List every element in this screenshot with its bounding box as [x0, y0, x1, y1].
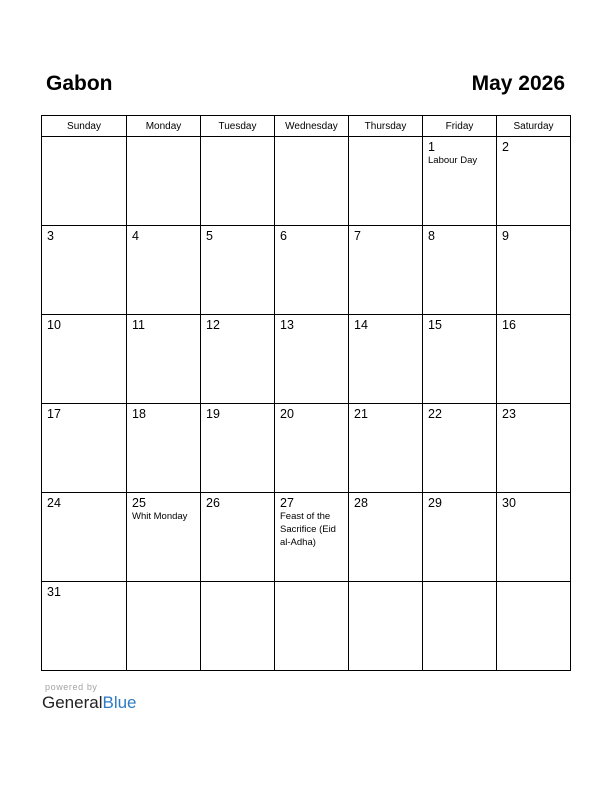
day-number: 17 — [47, 407, 61, 421]
day-cell — [275, 226, 349, 315]
weekday-header: Monday — [127, 116, 201, 137]
day-number — [275, 137, 348, 140]
holiday-label: Whit Monday — [132, 511, 188, 522]
weekday-header: Wednesday — [275, 116, 349, 137]
day-cell — [42, 137, 127, 226]
brand-general-text: General — [42, 693, 103, 712]
day-cell — [42, 582, 127, 671]
country-title: Gabon — [46, 72, 113, 95]
day-number: 28 — [354, 496, 368, 510]
day-cell — [349, 493, 423, 582]
day-cell — [275, 137, 349, 226]
day-number — [497, 582, 570, 585]
weekday-header: Thursday — [349, 116, 423, 137]
day-cell — [127, 493, 201, 582]
day-number — [349, 137, 422, 140]
weekday-header: Saturday — [497, 116, 571, 137]
day-number: 8 — [428, 229, 435, 243]
day-number: 2 — [502, 140, 509, 154]
day-cell — [497, 582, 571, 671]
day-cell — [275, 582, 349, 671]
day-cell — [423, 582, 497, 671]
day-cell — [275, 493, 349, 582]
day-number — [201, 582, 274, 585]
day-cell — [42, 315, 127, 404]
day-number — [127, 582, 200, 585]
weekday-header: Tuesday — [201, 116, 275, 137]
week-row — [42, 582, 571, 671]
day-number: 1 — [428, 140, 435, 154]
day-number: 22 — [428, 407, 442, 421]
day-number: 31 — [47, 585, 61, 599]
day-cell — [423, 226, 497, 315]
month-year-title: May 2026 — [471, 72, 565, 95]
day-number: 4 — [132, 229, 139, 243]
day-number — [42, 137, 126, 140]
day-cell — [42, 226, 127, 315]
day-cell — [349, 404, 423, 493]
day-number: 26 — [206, 496, 220, 510]
day-number: 23 — [502, 407, 516, 421]
day-cell — [423, 404, 497, 493]
day-cell — [127, 404, 201, 493]
day-number: 9 — [502, 229, 509, 243]
day-number: 19 — [206, 407, 220, 421]
day-cell — [497, 493, 571, 582]
day-cell — [127, 582, 201, 671]
day-number: 3 — [47, 229, 54, 243]
day-cell — [127, 315, 201, 404]
holiday-label: Feast of the Sacrifice (Eid al-Adha) — [280, 511, 336, 548]
day-cell — [127, 226, 201, 315]
day-number — [201, 137, 274, 140]
day-number: 15 — [428, 318, 442, 332]
day-cell — [497, 315, 571, 404]
day-number: 16 — [502, 318, 516, 332]
day-cell — [201, 493, 275, 582]
day-number: 7 — [354, 229, 361, 243]
day-number: 14 — [354, 318, 368, 332]
week-row — [42, 493, 571, 582]
day-cell — [423, 493, 497, 582]
day-cell — [497, 137, 571, 226]
day-number — [275, 582, 348, 585]
day-cell — [201, 404, 275, 493]
holiday-label: Labour Day — [428, 155, 478, 166]
day-number: 5 — [206, 229, 213, 243]
day-cell — [201, 315, 275, 404]
weekday-header-row — [42, 116, 571, 137]
day-number: 11 — [132, 318, 145, 332]
brand-blue-text: Blue — [102, 693, 137, 712]
day-number: 24 — [47, 496, 61, 510]
day-cell — [349, 582, 423, 671]
day-number: 6 — [280, 229, 287, 243]
week-row — [42, 137, 571, 226]
day-number: 21 — [354, 407, 368, 421]
week-row — [42, 315, 571, 404]
weekday-header: Sunday — [42, 116, 127, 137]
day-number: 18 — [132, 407, 146, 421]
day-number: 13 — [280, 318, 294, 332]
day-cell — [349, 315, 423, 404]
day-cell — [349, 226, 423, 315]
week-row — [42, 226, 571, 315]
day-cell — [275, 315, 349, 404]
day-number: 20 — [280, 407, 294, 421]
weekday-header: Friday — [423, 116, 497, 137]
powered-by-label: powered by — [45, 682, 98, 692]
day-cell — [423, 137, 497, 226]
week-row — [42, 404, 571, 493]
day-cell — [423, 315, 497, 404]
day-cell — [42, 493, 127, 582]
day-cell — [127, 137, 201, 226]
day-cell — [349, 137, 423, 226]
day-cell — [42, 404, 127, 493]
day-number: 29 — [428, 496, 442, 510]
day-number — [423, 582, 496, 585]
day-number: 27 — [280, 496, 294, 510]
day-number: 25 — [132, 496, 146, 510]
day-number — [127, 137, 200, 140]
day-number: 30 — [502, 496, 516, 510]
day-cell — [497, 404, 571, 493]
day-number: 12 — [206, 318, 220, 332]
day-cell — [275, 404, 349, 493]
day-cell — [201, 226, 275, 315]
calendar-grid — [41, 115, 571, 671]
day-cell — [201, 137, 275, 226]
generalblue-logo[interactable] — [42, 693, 137, 713]
day-number: 10 — [47, 318, 61, 332]
day-number — [349, 582, 422, 585]
day-cell — [201, 582, 275, 671]
day-cell — [497, 226, 571, 315]
